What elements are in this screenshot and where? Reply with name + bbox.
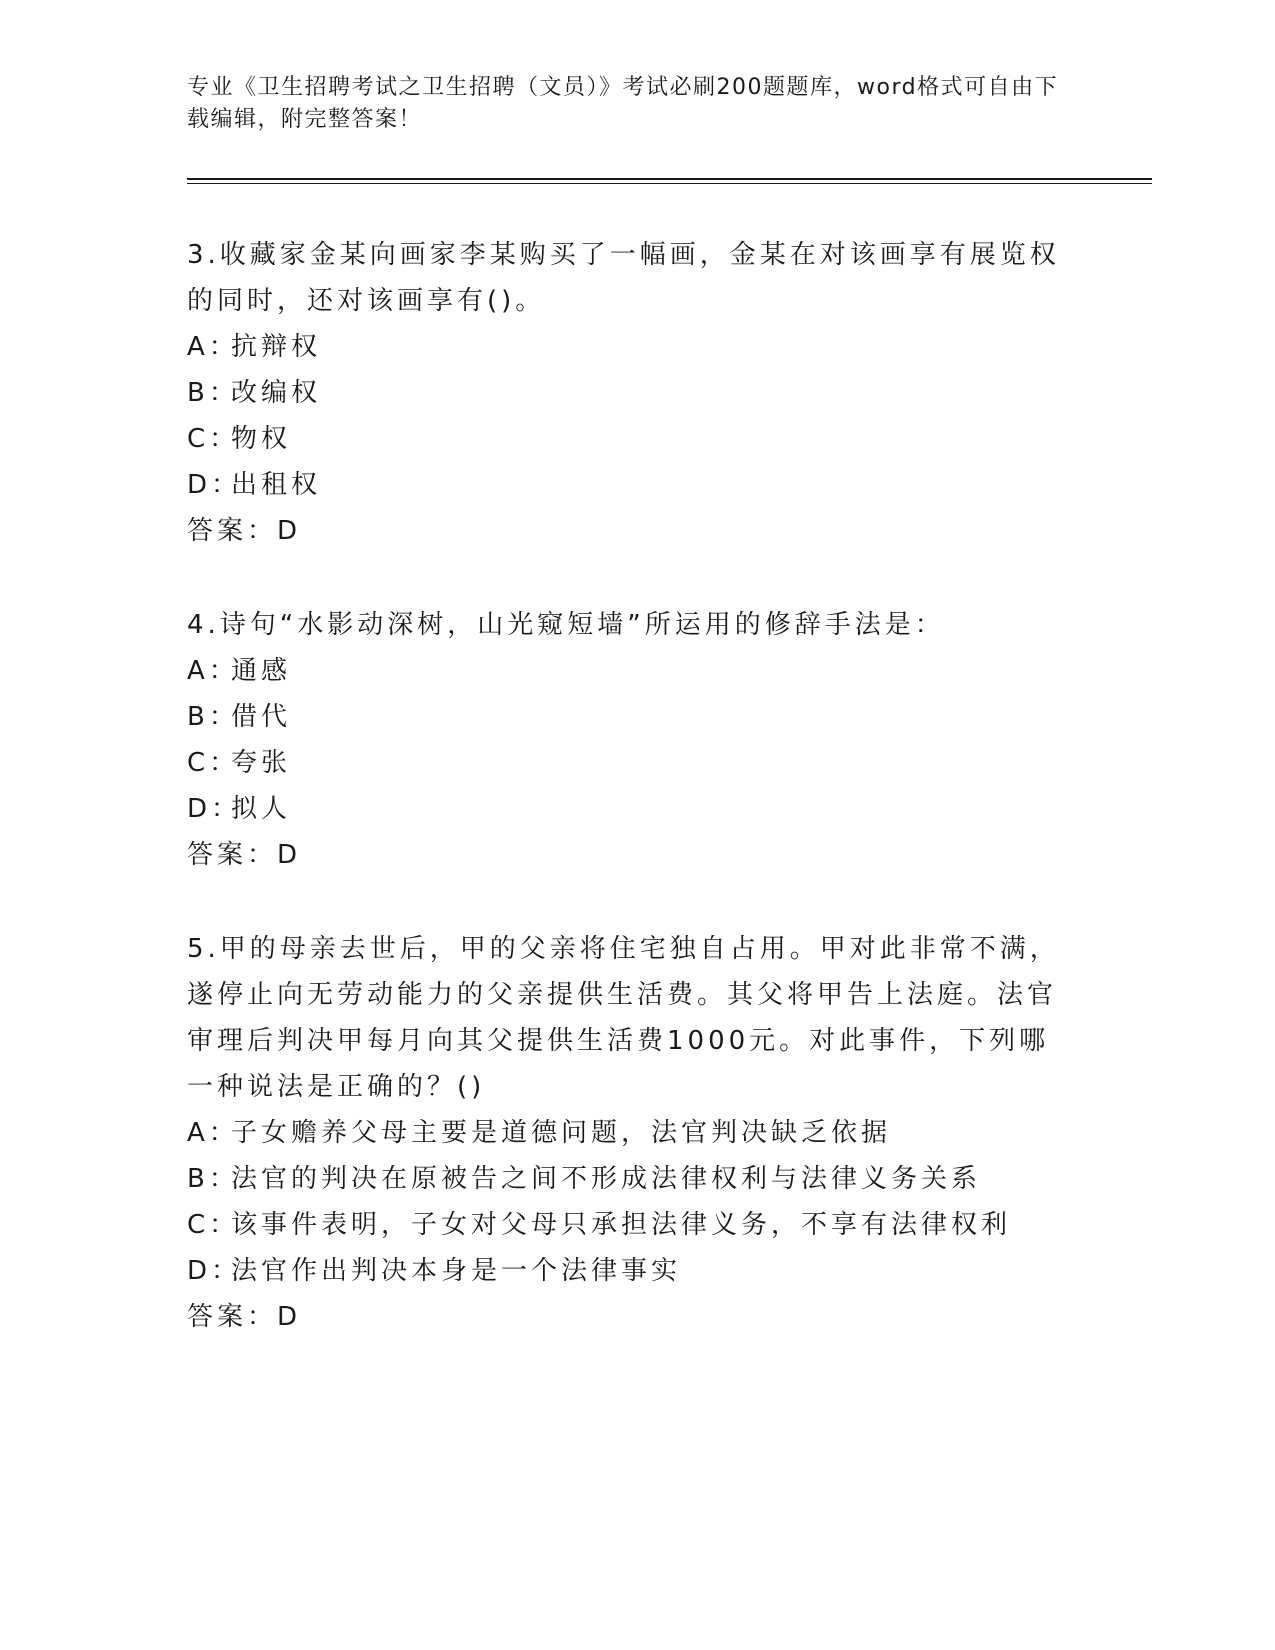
option-key: A： [187,1118,239,1148]
option-a [187,648,1087,694]
option-d [187,462,1087,508]
option-text: 法官作出判决本身是一个法律事实 [231,1256,682,1286]
question-4 [187,602,1087,878]
option-key: D： [187,470,242,500]
option-b [187,694,1087,740]
question-stem: 4.诗句“水影动深树，山光窥短墙”所运用的修辞手法是： [187,610,945,640]
question-3 [187,232,1087,554]
option-text: 物权 [231,424,292,454]
option-text: 夸张 [231,748,292,778]
answer-line: 答案：D [187,516,302,546]
option-text: 通感 [231,656,292,686]
answer-line: 答案：D [187,1302,302,1332]
option-key: A： [187,656,239,686]
option-d [187,786,1087,832]
option-key: C： [187,424,240,454]
option-c [187,740,1087,786]
option-b [187,370,1087,416]
option-key: B： [187,702,239,732]
document-header [187,72,1067,136]
option-c [187,416,1087,462]
option-key: B： [187,1164,239,1194]
header-text: 专业《卫生招聘考试之卫生招聘（文员）》考试必刷200题题库，word格式可自由下载编辑，附完整答案！ [187,75,1059,132]
option-key: C： [187,1210,240,1240]
option-c [187,1202,1087,1248]
question-list [187,232,1087,1388]
question-5 [187,926,1087,1340]
option-key: B： [187,378,239,408]
option-text: 抗辩权 [231,332,322,362]
question-stem: 5.甲的母亲去世后，甲的父亲将住宅独自占用。甲对此非常不满，遂停止向无劳动能力的父亲提供生活费。其父将甲告上法庭。法官审理后判决甲每月向其父提供生活费1000元。对此事件，下列哪一种说法是正确的？() [187,934,1060,1102]
option-text: 改编权 [231,378,322,408]
option-text: 子女赡养父母主要是道德问题，法官判决缺乏依据 [231,1118,892,1148]
option-a [187,324,1087,370]
option-key: D： [187,1256,242,1286]
question-stem: 3.收藏家金某向画家李某购买了一幅画，金某在对该画享有展览权的同时，还对该画享有()。 [187,240,1060,316]
header-divider-thick [187,178,1152,180]
option-key: D： [187,794,242,824]
option-key: A： [187,332,239,362]
option-key: C： [187,748,240,778]
header-divider-thin [187,183,1152,184]
option-b [187,1156,1087,1202]
option-text: 借代 [231,702,292,732]
option-text: 法官的判决在原被告之间不形成法律权利与法律义务关系 [231,1164,982,1194]
answer-line: 答案：D [187,840,302,870]
option-d [187,1248,1087,1294]
option-a [187,1110,1087,1156]
option-text: 拟人 [231,794,292,824]
option-text: 该事件表明，子女对父母只承担法律义务，不享有法律权利 [231,1210,1012,1240]
option-text: 出租权 [231,470,322,500]
